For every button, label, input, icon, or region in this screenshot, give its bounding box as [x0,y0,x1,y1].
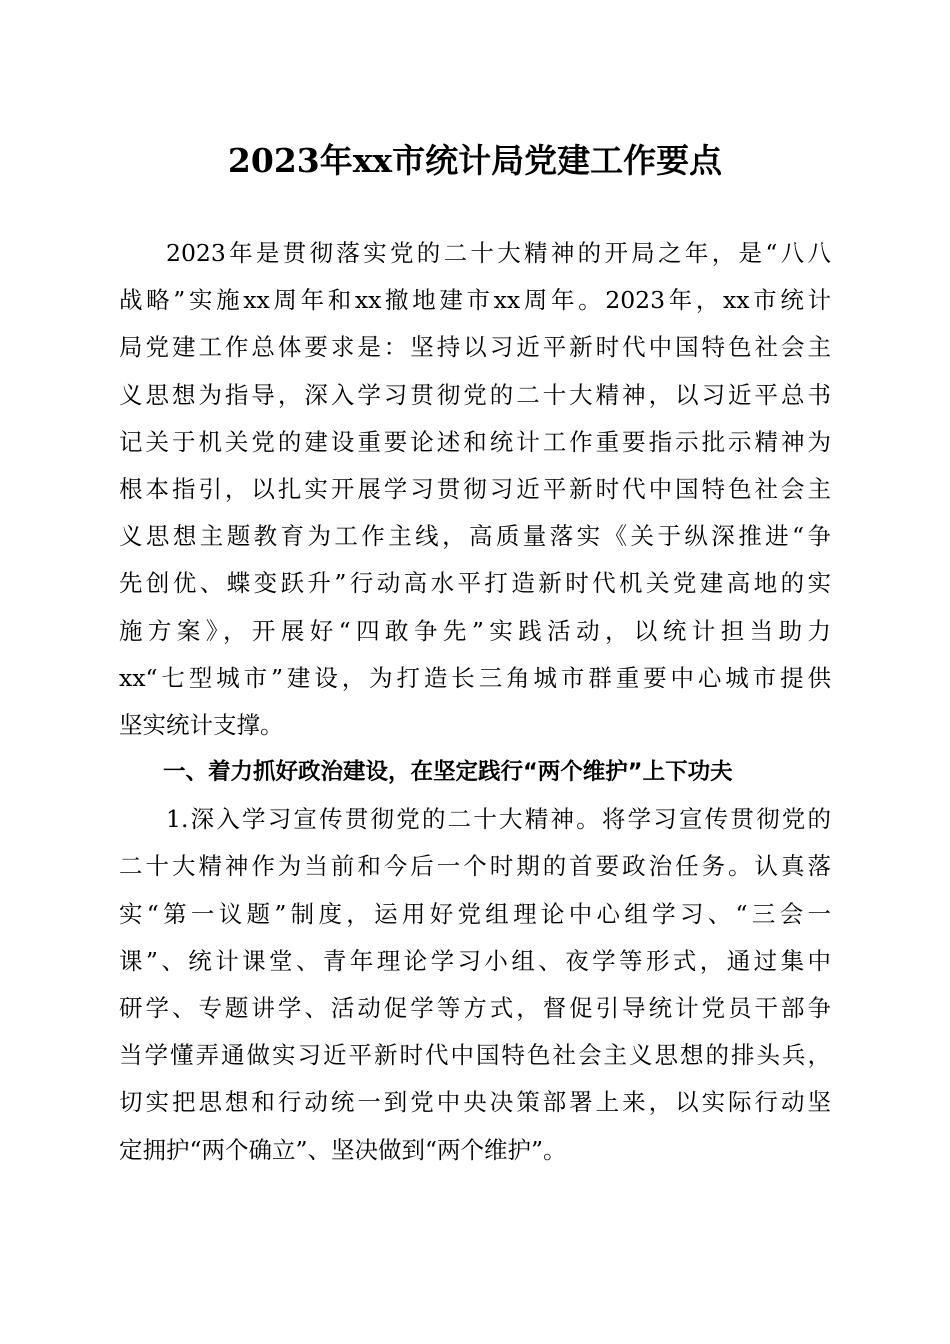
paragraph-line: 记关于机关党的建设重要论述和统计工作重要指示批示精神为 [119,427,831,456]
document-body [119,230,831,1174]
paragraph-line: 根本指引，以扎实开展学习贯彻习近平新时代中国特色社会主 [119,474,831,503]
paragraph-line: 坚实统计支撑。 [119,710,284,739]
paragraph-line: 战略”实施xx周年和xx撤地建市xx周年。2023年，xx市统计 [119,286,831,315]
paragraph-line: 义思想主题教育为工作主线，高质量落实《关于纵深推进“争 [119,522,831,551]
paragraph-line: 1.深入学习宣传贯彻党的二十大精神。将学习宣传贯彻党的 [166,805,831,834]
paragraph-line: 课”、统计课堂、青年理论学习小组、夜学等形式，通过集中 [119,946,831,975]
paragraph-line: 先创优、蝶变跃升”行动高水平打造新时代机关党建高地的实 [119,569,831,598]
paragraph-line: 实“第一议题”制度，运用好党组理论中心组学习、“三会一 [119,899,831,928]
paragraph-line: 施方案》，开展好“四敢争先”实践活动，以统计担当助力 [119,616,831,645]
document-title: 2023年xx市统计局党建工作要点 [227,141,723,180]
paragraph-line: 2023年是贯彻落实党的二十大精神的开局之年，是“八八 [166,239,831,267]
section-heading: 一、着力抓好政治建设，在坚定践行“两个维护”上下功夫 [163,759,733,786]
paragraph-line: 研学、专题讲学、活动促学等方式，督促引导统计党员干部争 [119,994,831,1022]
paragraph-line: 义思想为指导，深入学习贯彻党的二十大精神，以习近平总书 [119,380,831,409]
paragraph-line: 局党建工作总体要求是：坚持以习近平新时代中国特色社会主 [119,333,831,362]
paragraph-line: 当学懂弄通做实习近平新时代中国特色社会主义思想的排头兵， [119,1041,831,1070]
paragraph-line: xx“七型城市”建设，为打造长三角城市群重要中心城市提供 [119,663,831,692]
paragraph-line: 二十大精神作为当前和今后一个时期的首要政治任务。认真落 [119,852,831,881]
paragraph-line: 切实把思想和行动统一到党中央决策部署上来，以实际行动坚 [119,1088,831,1117]
paragraph-line: 定拥护“两个确立”、坚决做到“两个维护”。 [119,1135,567,1164]
